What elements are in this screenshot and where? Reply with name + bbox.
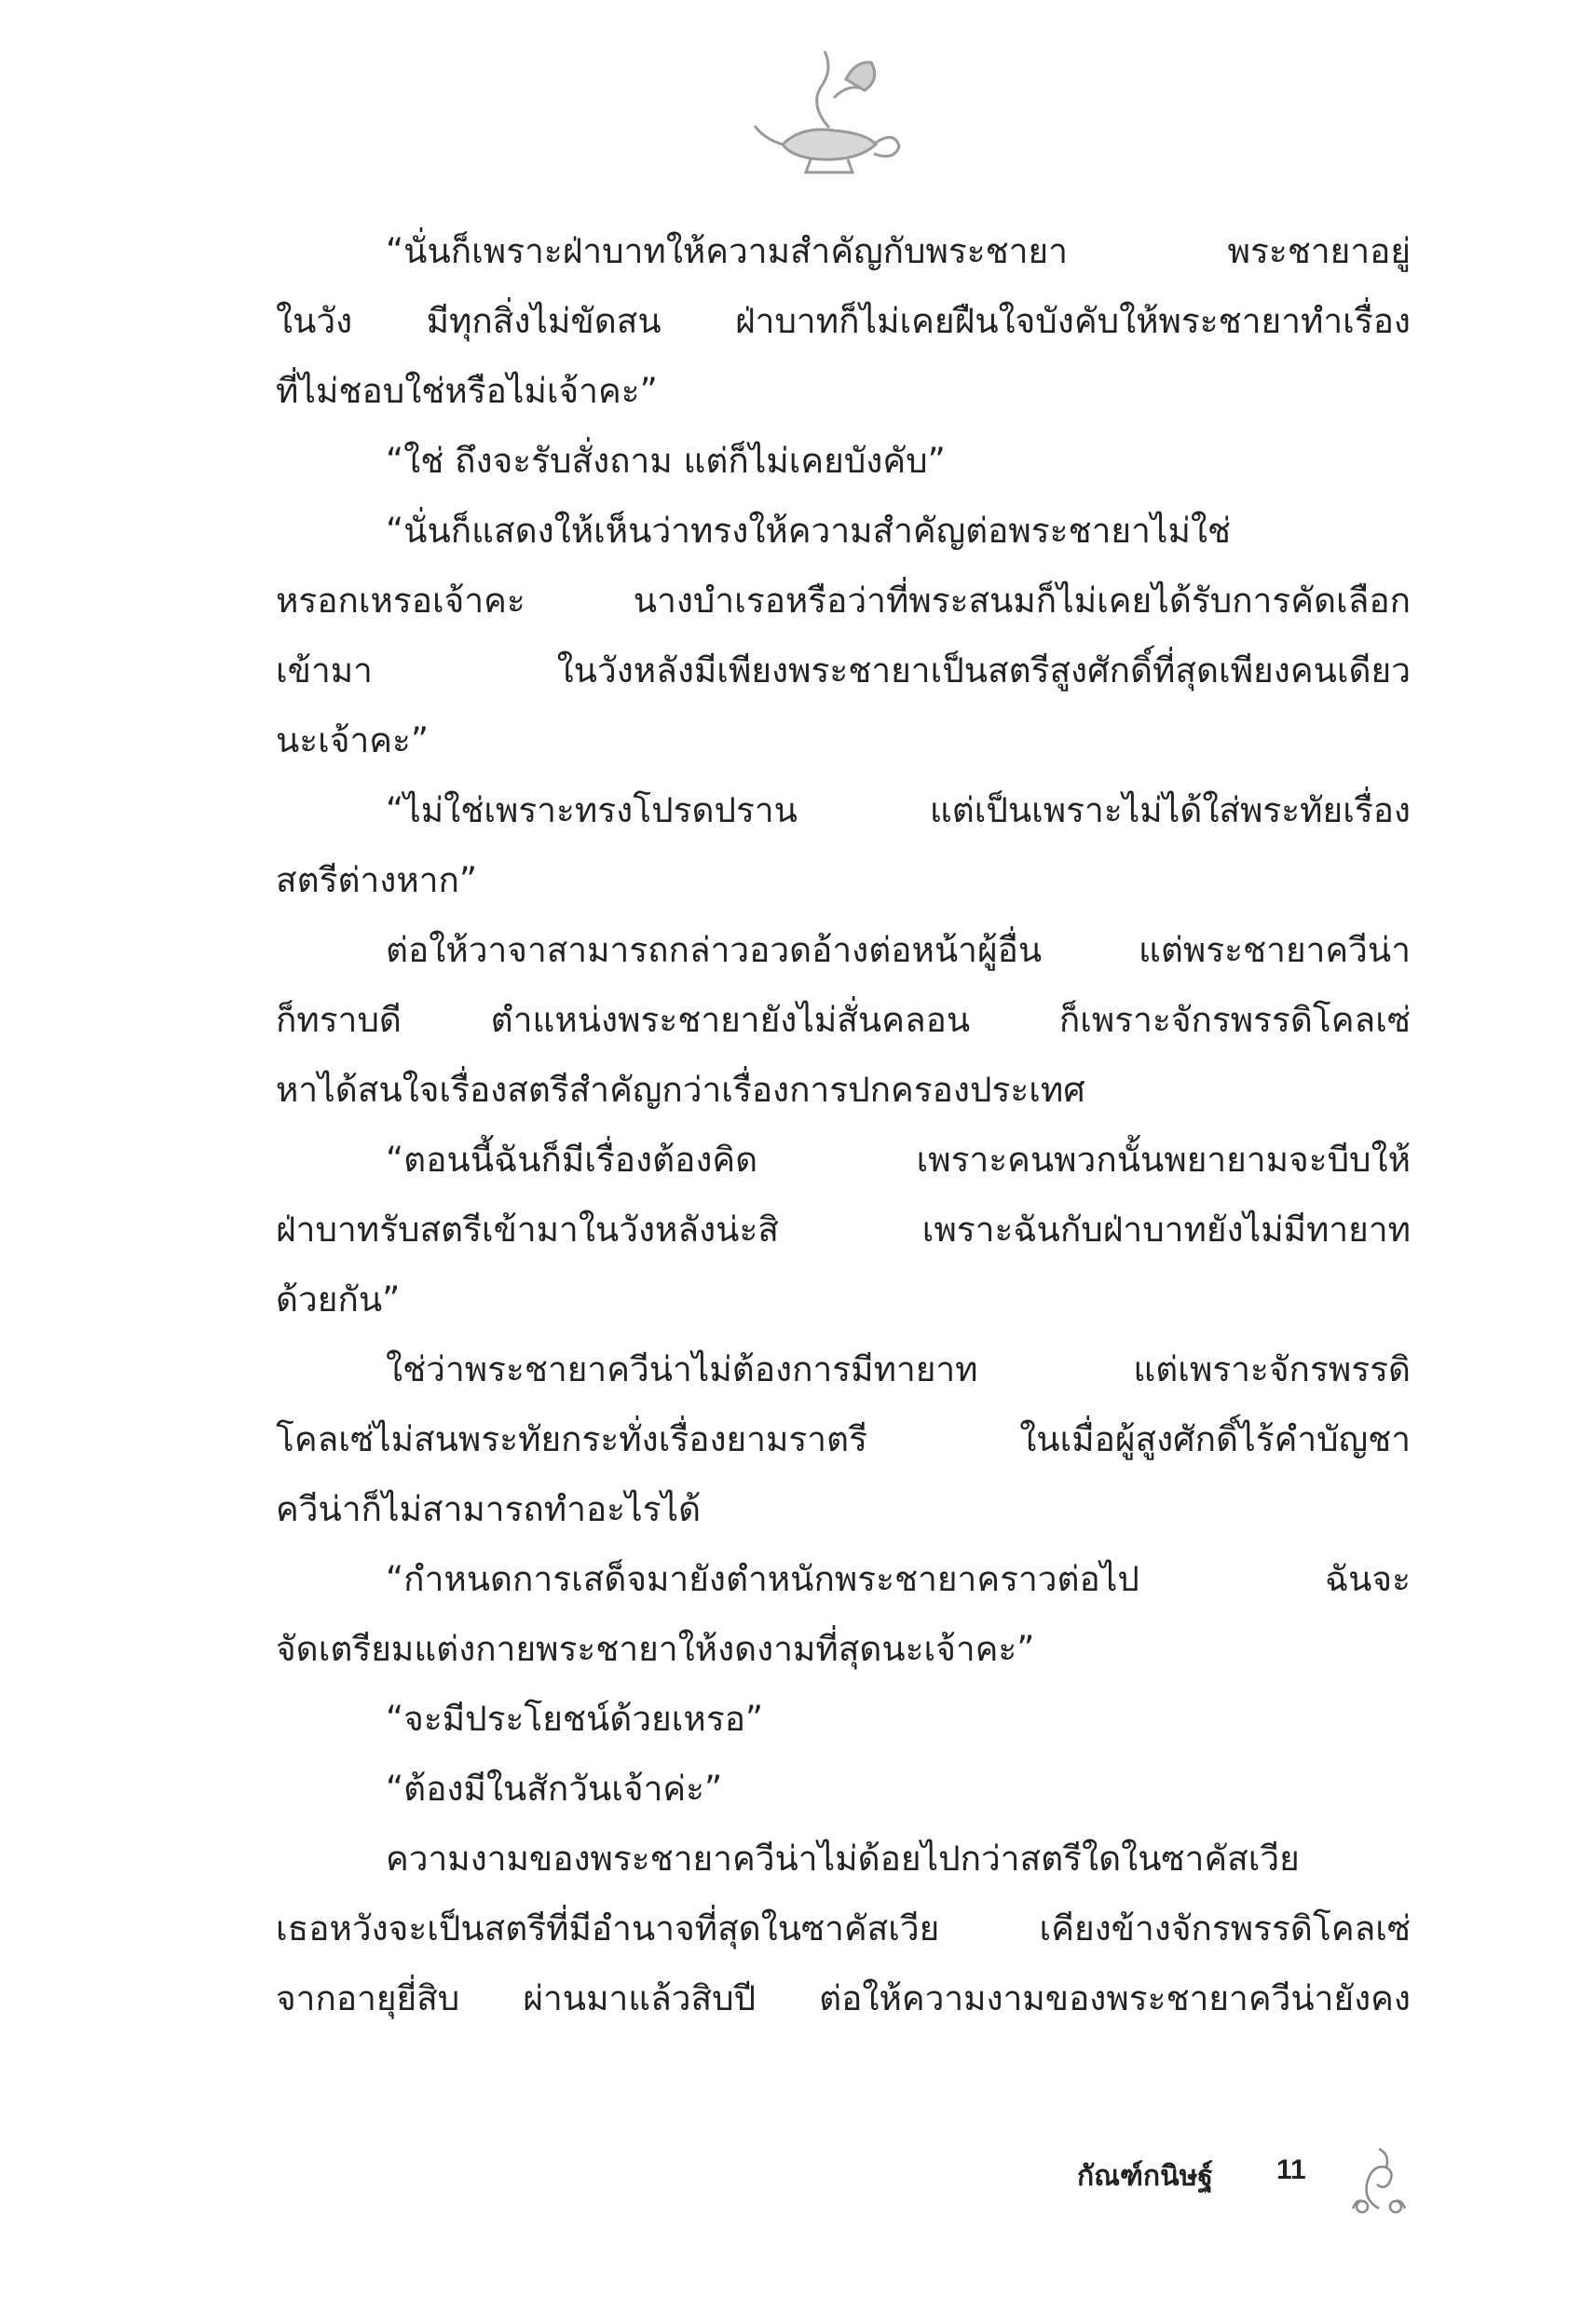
text-line: “นั่นก็เพราะฝ่าบาทให้ความสำคัญกับพระชายา พระชายาอยู่	[386, 231, 1411, 271]
text-line: “ต้องมีในสักวันเจ้าค่ะ”	[386, 1769, 723, 1809]
text-line: “จะมีประโยชน์ด้วยเหรอ”	[386, 1699, 764, 1739]
text-line: “ใช่ ถึงจะรับสั่งถาม แต่ก็ไม่เคยบังคับ”	[386, 441, 946, 481]
text-line: หาได้สนใจเรื่องสตรีสำคัญกว่าเรื่องการปกครองประเทศ	[276, 1070, 1085, 1110]
swirl-flourish-icon	[1342, 2143, 1416, 2218]
genie-lamp-icon	[745, 42, 913, 182]
text-line: ฝ่าบาทรับสตรีเข้ามาในวังหลังน่ะสิ เพราะฉันกับฝ่าบาทยังไม่มีทายาท	[276, 1210, 1411, 1250]
text-line: เธอหวังจะเป็นสตรีที่มีอำนาจที่สุดในซาคัสเวีย เคียงข้างจักรพรรดิโคลเซ่	[276, 1908, 1411, 1949]
text-line: ในวัง มีทุกสิ่งไม่ขัดสน ฝ่าบาทก็ไม่เคยฝืนใจบังคับให้พระชายาทำเรื่อง	[276, 301, 1411, 341]
text-line: สตรีต่างหาก”	[276, 860, 478, 900]
text-line: เข้ามา ในวังหลังมีเพียงพระชายาเป็นสตรีสูงศักดิ์ที่สุดเพียงคนเดียว	[276, 650, 1411, 691]
text-line: โคลเซ่ไม่สนพระทัยกระทั่งเรื่องยามราตรี ในเมื่อผู้สูงศักดิ์ไร้คำบัญชา	[276, 1419, 1411, 1459]
book-title: กัณฑ์กนิษฐ์	[1077, 2160, 1213, 2193]
text-line: “กำหนดการเสด็จมายังตำหนักพระชายาคราวต่อไป ฉันจะ	[386, 1559, 1411, 1599]
text-line: ก็ทราบดี ตำแหน่งพระชายายังไม่สั่นคลอน ก็เพราะจักรพรรดิโคลเซ่	[276, 1000, 1411, 1040]
text-line: ต่อให้วาจาสามารถกล่าวอวดอ้างต่อหน้าผู้อื่น แต่พระชายาควีน่า	[386, 930, 1411, 970]
page-number: 11	[1276, 2154, 1306, 2185]
text-line: ที่ไม่ชอบใช่หรือไม่เจ้าคะ”	[276, 371, 658, 411]
text-line: ความงามของพระชายาควีน่าไม่ด้อยไปกว่าสตรีใดในซาคัสเวีย	[386, 1839, 1300, 1879]
text-line: จากอายุยี่สิบ ผ่านมาแล้วสิบปี ต่อให้ความงามของพระชายาควีน่ายังคง	[276, 1978, 1411, 2018]
page-body-text	[276, 216, 1411, 2033]
text-line: ใช่ว่าพระชายาควีน่าไม่ต้องการมีทายาท แต่เพราะจักรพรรดิ	[386, 1349, 1411, 1389]
text-line: หรอกเหรอเจ้าคะ นางบำเรอหรือว่าที่พระสนมก็ไม่เคยได้รับการคัดเลือก	[276, 581, 1411, 621]
text-line: นะเจ้าคะ”	[276, 720, 430, 760]
page-footer	[1071, 2143, 1435, 2236]
text-line: ควีน่าก็ไม่สามารถทำอะไรได้	[276, 1489, 702, 1529]
text-line: “ตอนนี้ฉันก็มีเรื่องต้องคิด เพราะคนพวกนั้นพยายามจะบีบให้	[386, 1140, 1411, 1180]
text-line: “ไม่ใช่เพราะทรงโปรดปราน แต่เป็นเพราะไม่ได้ใส่พระทัยเรื่อง	[386, 790, 1411, 830]
text-line: ด้วยกัน”	[276, 1279, 401, 1320]
text-line: “นั่นก็แสดงให้เห็นว่าทรงให้ความสำคัญต่อพระชายาไม่ใช่	[386, 511, 1232, 551]
text-line: จัดเตรียมแต่งกายพระชายาให้งดงามที่สุดนะเจ้าคะ”	[276, 1629, 1035, 1669]
